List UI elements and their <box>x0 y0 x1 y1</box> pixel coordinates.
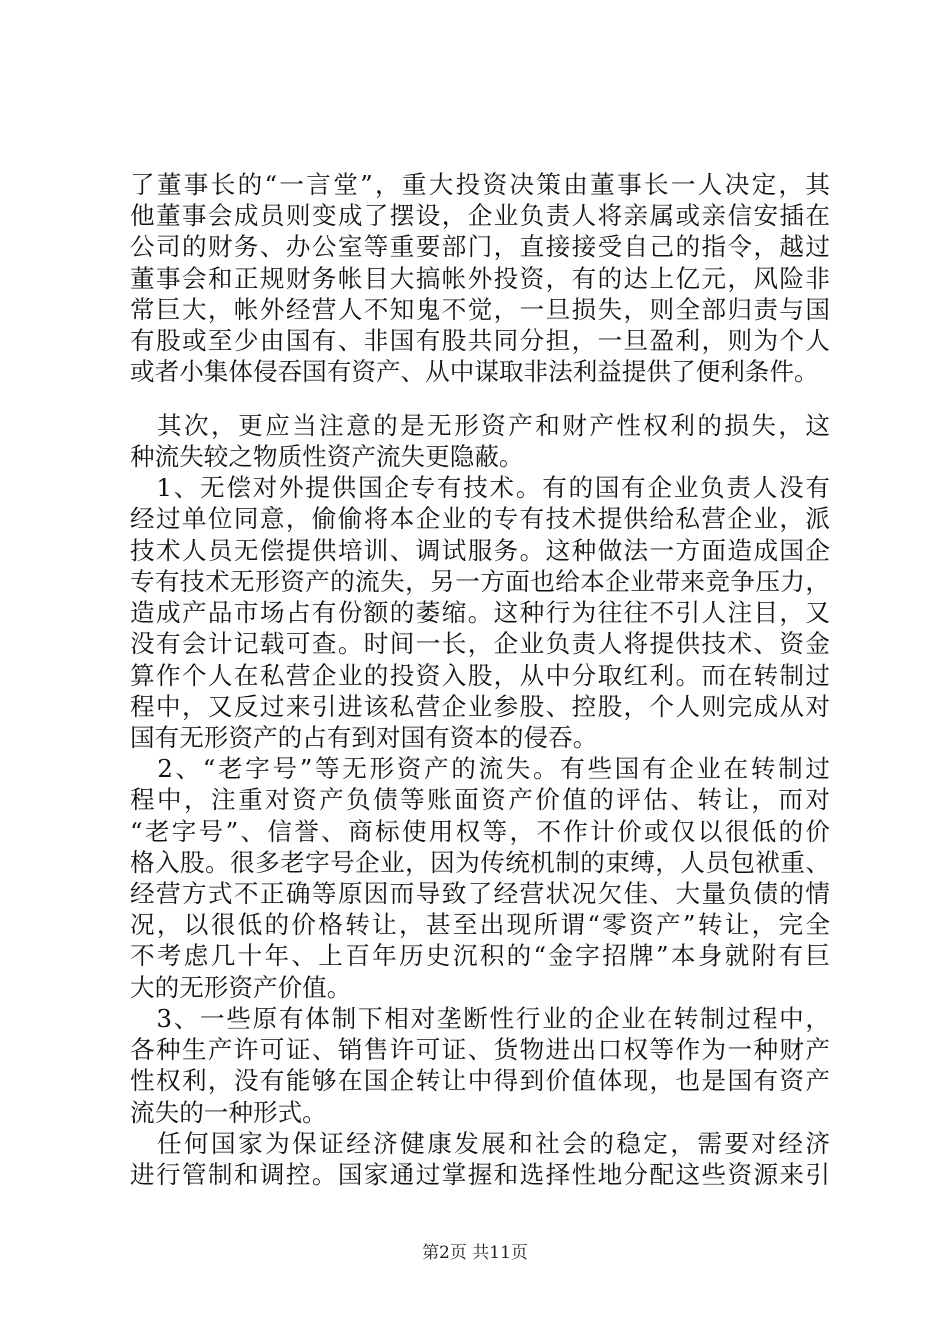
text-line: “老字号”、信誉、商标使用权等，不作计价或仅以很低的价 <box>130 817 830 846</box>
text-line: 没有会计记载可查。时间一长，企业负责人将提供技术、资金 <box>130 629 830 658</box>
text-line: 各种生产许可证、销售许可证、货物进出口权等作为一种财产 <box>130 1035 830 1064</box>
text-line: 大的无形资产价值。 <box>130 973 352 1002</box>
text-line: 其次，更应当注意的是无形资产和财产性权利的损失，这 <box>130 411 830 440</box>
text-line: 种流失较之物质性资产流失更隐蔽。 <box>130 442 524 471</box>
text-line: 2、“老字号”等无形资产的流失。有些国有企业在转制过 <box>130 754 830 783</box>
text-line: 性权利，没有能够在国企转让中得到价值体现，也是国有资产 <box>130 1066 830 1095</box>
text-line: 他董事会成员则变成了摆设，企业负责人将亲属或亲信安插在 <box>130 201 830 230</box>
text-line: 有股或至少由国有、非国有股共同分担，一旦盈利，则为个人 <box>130 326 830 355</box>
text-line: 流失的一种形式。 <box>130 1098 327 1127</box>
text-line: 或者小集体侵吞国有资产、从中谋取非法利益提供了便利条件。 <box>130 357 819 386</box>
text-line: 进行管制和调控。国家通过掌握和选择性地分配这些资源来引 <box>130 1160 830 1189</box>
text-line: 格入股。很多老字号企业，因为传统机制的束缚，人员包袱重、 <box>130 848 830 877</box>
text-line: 国有无形资产的占有到对国有资本的侵吞。 <box>130 723 598 752</box>
text-line: 了董事长的“一言堂”，重大投资决策由董事长一人决定，其 <box>130 170 830 199</box>
text-line: 况，以很低的价格转让，甚至出现所谓“零资产”转让，完全 <box>130 910 830 939</box>
text-line: 3、一些原有体制下相对垄断性行业的企业在转制过程中， <box>130 1004 830 1033</box>
page-number-footer: 第2页 共11页 <box>422 1243 528 1263</box>
text-line: 公司的财务、办公室等重要部门，直接接受自己的指令，越过 <box>130 232 830 261</box>
text-line: 经过单位同意，偷偷将本企业的专有技术提供给私营企业，派 <box>130 504 830 533</box>
text-line: 任何国家为保证经济健康发展和社会的稳定，需要对经济 <box>130 1129 830 1158</box>
text-line: 程中，又反过来引进该私营企业参股、控股，个人则完成从对 <box>130 692 830 721</box>
text-line: 董事会和正规财务帐目大搞帐外投资，有的达上亿元，风险非 <box>130 264 830 293</box>
text-line: 技术人员无偿提供培训、调试服务。这种做法一方面造成国企 <box>130 536 830 565</box>
text-line: 经营方式不正确等原因而导致了经营状况欠佳、大量负债的情 <box>130 879 830 908</box>
text-line: 专有技术无形资产的流失，另一方面也给本企业带来竞争压力， <box>130 567 830 596</box>
text-line: 算作个人在私营企业的投资入股，从中分取红利。而在转制过 <box>130 661 830 690</box>
text-line: 1、无偿对外提供国企专有技术。有的国有企业负责人没有 <box>130 473 830 502</box>
text-line: 常巨大，帐外经营人不知鬼不觉，一旦损失，则全部归责与国 <box>130 295 830 324</box>
text-line: 程中，注重对资产负债等账面资产价值的评估、转让，而对 <box>130 785 830 814</box>
text-line: 造成产品市场占有份额的萎缩。这种行为往往不引人注目，又 <box>130 598 830 627</box>
text-line: 不考虑几十年、上百年历史沉积的“金字招牌”本身就附有巨 <box>130 941 830 970</box>
